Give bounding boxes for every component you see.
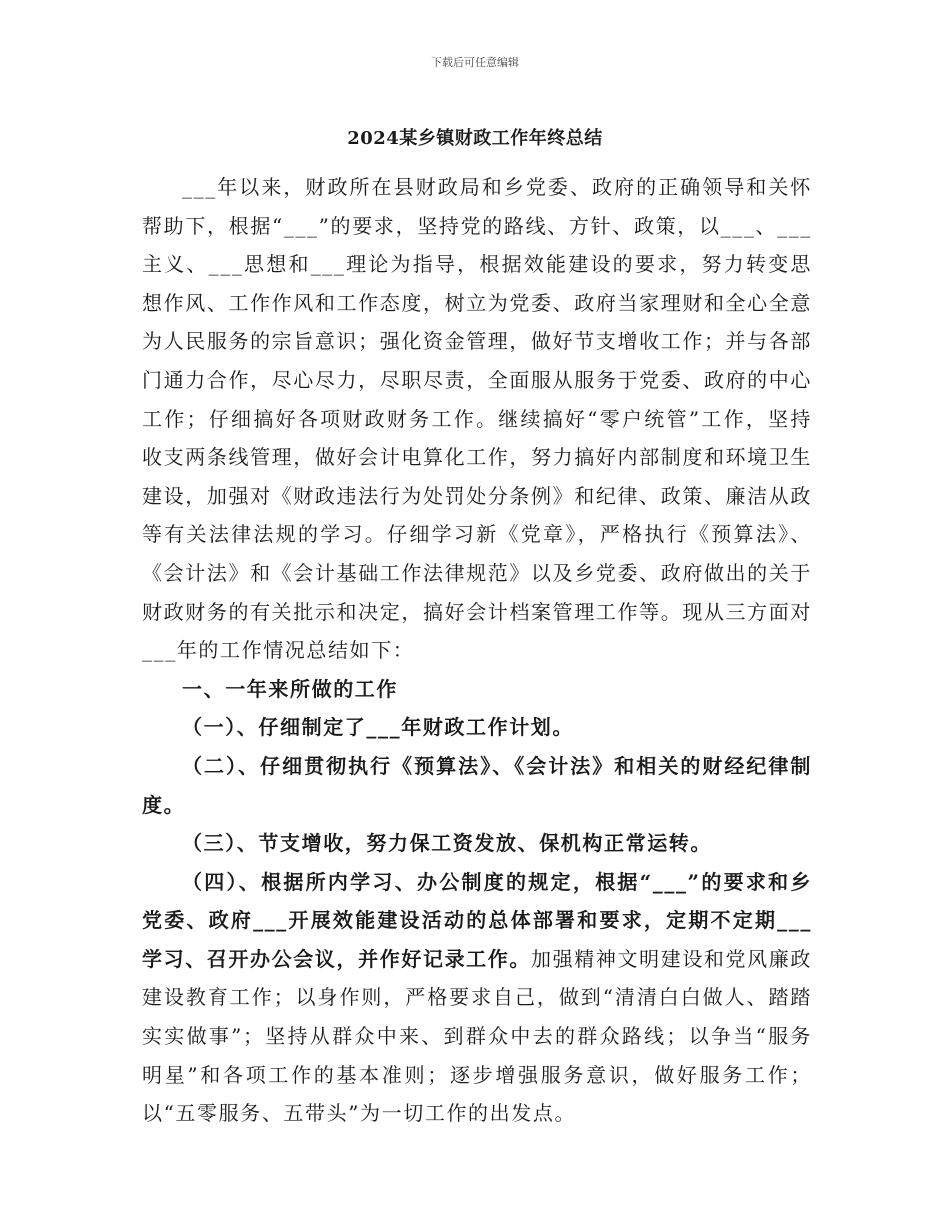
section-heading-1: 一、一年来所做的工作	[182, 676, 398, 701]
item-1: （一）、仔细制定了___年财政工作计划。	[182, 715, 574, 740]
item-4	[142, 863, 812, 1133]
document-body	[142, 168, 812, 1133]
document-title: 2024某乡镇财政工作年终总结	[347, 128, 603, 149]
item-4-body: 加强精神文明建设和党风廉政建设教育工作；以身作则，严格要求自己，做到“清清白白做人、踏踏实实做事”；坚持从群众中来、到群众中去的群众路线；以争当“服务明星”和各项工作的基本准则；逐步增强服务意识，做好服务工作；以“五零服务、五带头”为一切工作的出发点。	[142, 946, 812, 1126]
item-2: （二）、仔细贯彻执行《预算法》、《会计法》和相关的财经纪律制度。	[142, 753, 812, 817]
item-3: （三）、节支增收，努力保工资发放、保机构正常运转。	[182, 831, 712, 856]
item-4-heading: （四）、根据所内学习、办公制度的规定，根据“___”的要求和乡党委、政府___开展效能建设活动的总体部署和要求，定期不定期___学习、召开办公会议，并作好记录工作。	[142, 869, 812, 971]
intro-paragraph: ___年以来，财政所在县财政局和乡党委、政府的正确领导和关怀帮助下，根据“___”的要求，坚持党的路线、方针、政策，以___、___主义、___思想和___理论为指导，根据效能建设的要求，努力转变思想作风、工作作风和工作态度，树立为党委、政府当家理财和全心全意为人民服务的宗旨意识；强化资金管理，做好节支增收工作；并与各部门通力合作，尽心尽力，尽职尽责，全面服从服务于党委、政府的中心工作；仔细搞好各项财政财务工作。继续搞好“零户统管”工作，坚持收支两条线管理，做好会计电算化工作，努力搞好内部制度和环境卫生建设，加强对《财政违法行为处罚处分条例》和纪律、政策、廉洁从政等有关法律法规的学习。仔细学习新《党章》，严格执行《预算法》、《会计法》和《会计基础工作法律规范》以及乡党委、政府做出的关于财政财务的有关批示和决定，搞好会计档案管理工作等。现从三方面对___年的工作情况总结如下：	[142, 175, 812, 663]
page-header-note: 下载后可任意编辑	[431, 56, 519, 69]
